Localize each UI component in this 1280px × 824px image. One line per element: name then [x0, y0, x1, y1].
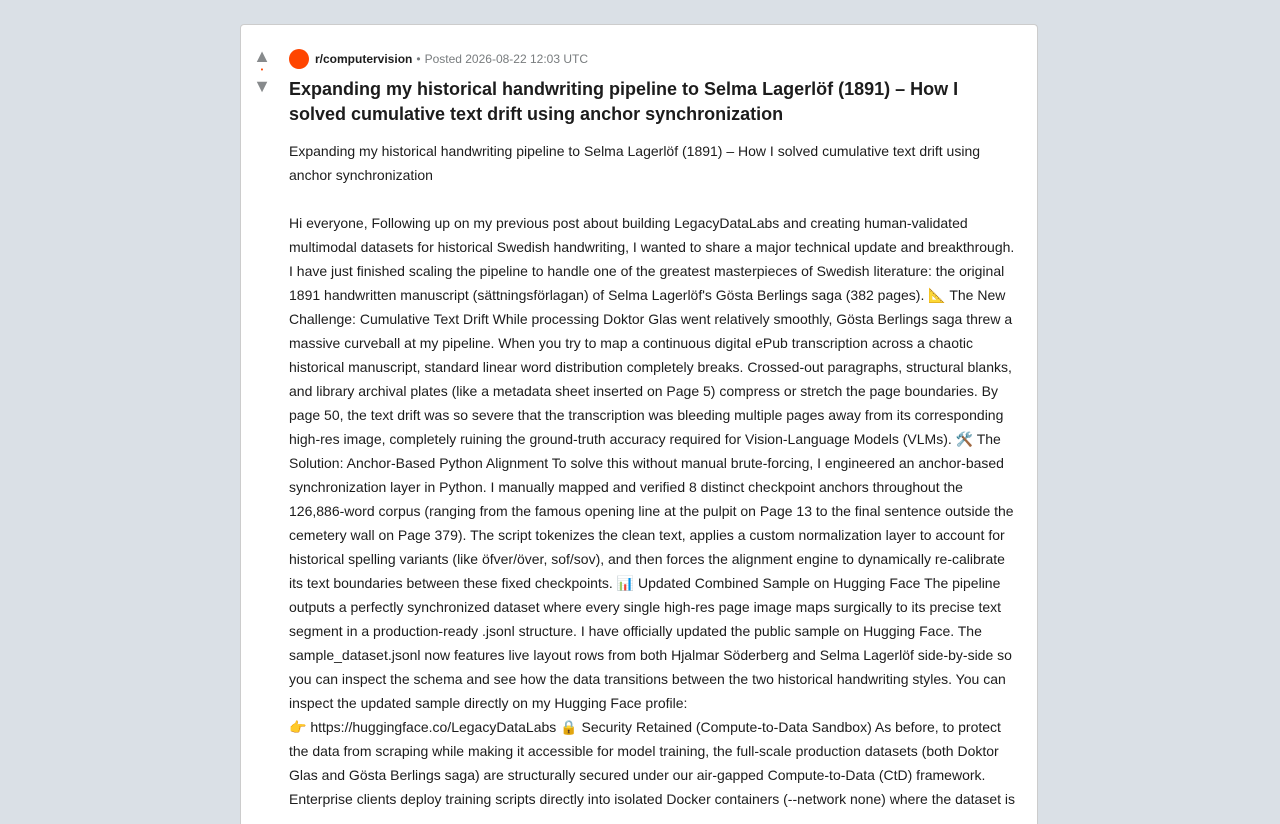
- subreddit-avatar[interactable]: [289, 49, 309, 69]
- post-body-main: Hi everyone, Following up on my previous post about building LegacyDataLabs and creating human-validated multimodal datasets for historical Swedish handwriting, I wanted to share a major technical update and breakthrough. I have just finished scaling the pipeline to handle one of the greatest masterpieces of Swedish literature: the original 1891 handwritten manuscript (sättningsförlagan) of Selma Lagerlöf's Gösta Berlings saga (382 pages). 📐 The New Challenge: Cumulative Text Drift While processing Doktor Glas went relatively smoothly, Gösta Berlings saga threw a massive curveball at my pipeline. When you try to map a continuous digital ePub transcription across a chaotic historical manuscript, standard linear word distribution completely breaks. Crossed-out paragraphs, structural blanks, and library archival plates (like a metadata sheet inserted on Page 5) compress or stretch the page boundaries. By page 50, the text drift was so severe that the transcription was bleeding multiple pages away from its corresponding high-res image, completely ruining the ground-truth accuracy required for Vision-Language Models (VLMs). 🛠️ The Solution: Anchor-Based Python Alignment To solve this without manual brute-forcing, I engineered an anchor-based synchronization layer in Python. I manually mapped and verified 8 distinct checkpoint anchors throughout the 126,886-word corpus (ranging from the famous opening line at the pulpit on Page 13 to the final sentence outside the cemetery wall on Page 379). The script tokenizes the clean text, applies a custom normalization layer to account for historical spelling variants (like öfver/över, sof/sov), and then forces the alignment engine to dynamically re-calibrate its text boundaries between these fixed checkpoints. 📊 Updated Combined Sample on Hugging Face The pipeline outputs a perfectly synchronized dataset where every single high-res page image maps surgically to its precise text segment in a production-ready .jsonl structure. I have officially updated the public sample on Hugging Face. The sample_dataset.jsonl now features live layout rows from both Hjalmar Söderberg and Selma Lagerlöf side-by-side so you can inspect the schema and see how the data transitions between the two historical handwriting styles. You can inspect the updated sample directly on my Hugging Face profile:: [289, 215, 1015, 711]
- subreddit-link[interactable]: r/computervision: [315, 52, 413, 66]
- post-body: [289, 139, 1019, 811]
- post-meta: [289, 49, 1019, 69]
- post-card: [240, 24, 1038, 824]
- arrow-down-icon[interactable]: ▼: [253, 76, 271, 96]
- post-title[interactable]: Expanding my historical handwriting pipeline to Selma Lagerlöf (1891) – How I solved cumulative text drift using anchor synchronization: [289, 79, 959, 124]
- meta-separator: •: [416, 52, 421, 66]
- post-body-intro: Expanding my historical handwriting pipeline to Selma Lagerlöf (1891) – How I solved cumulative text drift using anchor synchronization: [289, 143, 981, 183]
- post-body-link-paragraph[interactable]: 👉 https://huggingface.co/LegacyDataLabs 🔒 Security Retained (Compute-to-Data Sandbox) As before, to protect the data from scraping while making it accessible for model training, the full-scale production datasets (both Doktor Glas and Gösta Berlings saga) are structurally secured under our air-gapped Compute-to-Data (CtD) framework. Enterprise clients deploy training scripts directly into isolated Docker containers (--network none) where the dataset is: [289, 719, 1016, 807]
- vote-column: [241, 47, 283, 95]
- post-timestamp: Posted 2026-08-22 12:03 UTC: [424, 52, 588, 66]
- post-content: [289, 49, 1019, 811]
- vote-score: •: [260, 67, 264, 74]
- arrow-up-icon[interactable]: ▲: [253, 46, 271, 66]
- paragraph-gap: [289, 187, 1019, 211]
